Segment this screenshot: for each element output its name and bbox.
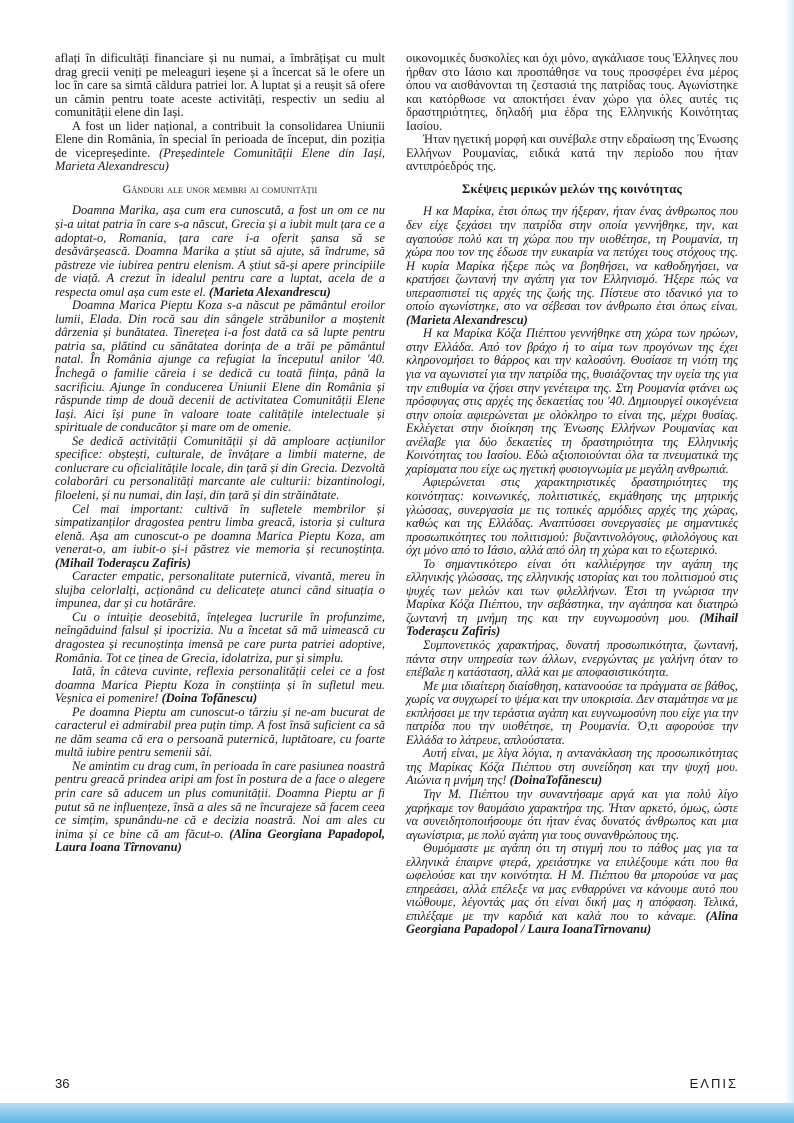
magazine-name: ΕΛΠΙΣ [689, 1076, 738, 1091]
section-heading: Σκέψεις μερικών μελών της κοινότητας [462, 181, 682, 196]
quote [406, 558, 738, 639]
quote: Την Μ. Πιέπτου την συναντήσαμε αργά και για πολύ λίγο χαρήκαμε τον θαυμάσιο χαρακτήρα της. Ήταν αρκετό, όμως, ώστε να συνειδητοποιήσουμε ότι ήταν ένας δυνατός άνθρωπος και μια αγωνίστρια, με πολύ αγάπη για τους συνανθρώπους της. [406, 786, 738, 842]
quote-author: (Alina Georgiana Papadopol, Laura Ioana Tîrnovanu) [55, 826, 385, 855]
quote-author: (DoinaTofănescu) [509, 773, 603, 788]
quote-text: Ne amintim cu drag cum, în perioada în care pasiunea noastră pentru greacă prindea aripi am fost în postura de a face o alegere prin care să aducem un plus comunității. Doamna Pieptu ar fi putut să ne influențeze, însă a ales să ne încurajeze să facem ceea ce simțim, spunându-ne că e decizia noastră. Noi am ales cu inima și ce bine că am făcut-o. [55, 758, 385, 841]
left-column-romanian [55, 52, 385, 855]
quote [406, 747, 738, 788]
quote-author: (Doina Tofănescu) [161, 691, 258, 706]
quote-author: (Mihail Toderașcu Zafiris) [55, 555, 191, 570]
quote: Συμπονετικός χαρακτήρας, δυνατή προσωπικότητα, ζωντανή, πάντα στην υπηρεσία των άλλων, ενεργώντας με γαλήνη όταν το επέβαλε η κατάσταση, αλλά και με αποφασιστικότητα. [406, 637, 738, 680]
quote-text: Doamna Marika, așa cum era cunoscută, a fost un om ce nu și-a uitat patria în care s-a născut, Grecia și a iubit mult țara ce a adoptat-o, Romania, țara care i-a oferit șansa să se desăvârșească. Doamna Marika a știut să ajute, să îndrume, să păstreze vie iubirea pentru elenism. A știut să-și apere principiile de viață. A crezut în idealul pentru care a luptat, acela de a respecta omul așa cum este el. [55, 203, 385, 299]
quote [406, 842, 738, 937]
quote [55, 204, 385, 299]
quote-text: Η κα Μαρίκα, έτσι όπως την ήξεραν, ήταν ένας άνθρωπος που δεν είχε ξεχάσει την πατρίδα στην οποία γεννήθηκε, την, και αγαπούσε πολύ και τη χώρα που την υιοθέτησε, τη Ρουμανία, τη χώρα που τον της έδωσε την ευκαιρία να πετύχει τους στόχους της. Η κυρία Μαρίκα ήξερε πώς να βοηθήσει, να καθοδηγήσει, να κρατήσει ζωντανή την αγάπη για τον Ελληνισμό. Ήξερε πώς να υπερασπιστεί τις αρχές της ζωής της. Πίστευε στο ιδανικό για το οποίο αγωνίστηκε, στο να σέβεσαι τον άνθρωπο έτσι όπως είναι. [406, 204, 738, 314]
quote [55, 665, 385, 706]
quote-text: Cel mai important: cultivă în sufletele membrilor și simpatizanților dragostea pentru limba greacă, istoria și cultura elenă. Așa am cunoscut-o pe doamna Marica Pieptu Koza, am venerat-o, am iubit-o și-i păstrez vie memoria și recunoștința. [55, 501, 385, 557]
quote-author: (Marieta Alexandrescu) [209, 284, 331, 299]
quote-author: (Marieta Alexandrescu) [406, 312, 528, 327]
quote [406, 205, 738, 327]
quote [55, 503, 385, 571]
page-number: 36 [55, 1076, 70, 1091]
quote-text: Θυμόμαστε με αγάπη ότι τη στιγμή που το πάθος μας για τα ελληνικά έπαιρνε φτερά, χρειάστηκε να επιλέξουμε κάτι που θα ωφελούσε και την κοινότητα. Η Μ. Πιέπτου θα μπορούσε να μας επηρεάσει, αλλά επέλεξε να μας ενθαρρύνει να κάνουμε αυτό που νιώθουμε, λέγοντάς μας ότι είναι δική μας η απόφαση. Τελικά, επιλέξαμε με την καρδιά και καλά που το κάναμε. [406, 841, 738, 923]
right-column-greek [406, 52, 738, 937]
paragraph [55, 120, 385, 174]
quote: Caracter empatic, personalitate puternică, vivantă, mereu în slujba celorlalți, acționând cu delicatețe atunci când situația o impunea, dar și cu hotărâre. [55, 569, 385, 611]
quote: Doamna Marica Pieptu Koza s-a născut pe pământul eroilor lumii, Elada. Din rocă sau din sângele străbunilor a moștenit dârzenia și bunătatea. Tinerețea i-a fost dată ca să lupte pentru patria sa, plătind cu sănătatea dorința de a trăi pe pământul natal. În România ajunge ca refugiat la începutul anilor '40. Închegă o familie căreia i se dedică cu toată ființa, până la sacrificiu. Ajunge în conducerea Uniunii Elene din România și răspunde timp de două decenii de activitatea Comunității Elene Iași. Aici își pune în valoare toate calitățile intelectuale și spirituale de conducător și mare om de omenie. [55, 298, 385, 435]
quote: Η κα Μαρίκα Κόζα Πιέπτου γεννήθηκε στη χώρα των ηρώων, στην Ελλάδα. Από τον βράχο ή το αίμα των προγόνων της έχει κληρονομήσει το θάρρος και την καλοσύνη. Θυσίασε τη νιότη της για να αγωνιστεί για την πατρίδα της, θυσιάζοντας την υγεία της για την επιθυμία να ζήσει στην γενέτειρα της. Στη Ρουμανία φτάνει ως πρόσφυγας στις αρχές της δεκαετίας του '40. Δημιουργεί οικογένεια στην οποία αφιερώνεται με ολόκληρο το είναι της, μέχρι θυσίας. Εκλέγεται στην διοίκηση της Ένωσης Ελλήνων Ρουμανίας και ανέλαβε για δύο δεκαετίες τη δραστηριότητα της Ελληνικής Κοινότητας του Ιασίου. Εδώ αξιοποιούνται όλα τα πνευματικά της χαρίσματα που είχε ως ηγετική φυσιογνωμία με μεγάλη ανθρωπιά. [406, 326, 738, 476]
quote-author: (Alina Georgiana Papadopol / Laura IoanaTîrnovanu) [406, 908, 738, 937]
decorative-edge [784, 0, 794, 1123]
source-attribution: (Președintele Comunității Elene din Iași, Marieta Alexandrescu) [55, 145, 385, 174]
quote-text: Iată, în câteva cuvinte, reflexia personalității celei ce a fost doamna Marica Pieptu Koza în conștiința și în sufletul meu. Veșnica ei pomenire! [55, 664, 385, 706]
quote-text: Το σημαντικότερο είναι ότι καλλιέργησε την αγάπη της ελληνικής γλώσσας, της ελληνικής ιστορίας και του πολιτισμού στις ψυχές των μελών και των φιλελλήνων. Έτσι τη γνώρισα την Μαρίκα Κόζα Πιέπτου, την σεβάστηκα, την αγάπησα και διατηρώ ζωντανή τη μνήμη της και την ευγνωμοσύνη μου. [406, 556, 738, 625]
quote-author: (Mihail Toderașcu Zafiris) [406, 610, 738, 639]
paragraph-text: A fost un lider național, a contribuit la consolidarea Uniunii Elene din România, în special în perioada de început, din poziția de vicepreședinte. [55, 118, 385, 160]
quote: Αφιερώνεται στις χαρακτηριστικές δραστηριότητες της κοινότητας: κοινωνικές, πολιτιστικές, εκμάθησης της μητρικής γλώσσας, συνεργασία με τις τοπικές αρμόδιες αρχές της χώρας, καθώς και της Ελλάδας. Αναπτύσσει συνεργασίες με σημαντικές προσωπικότητες του πολιτισμού: βυζαντινολόγους, φιλολόγους και όχι μόνο από το Ιάσιο, αλλά από όλη τη χώρα και το εξωτερικό. [406, 475, 738, 558]
footer-accent-bar [0, 1103, 794, 1123]
quote: Se dedică activității Comunității și dă amploare acțiunilor specifice: obștești, culturale, de învățare a limbii materne, de conlucrare cu oficialitățile locale, din țară și din Grecia. Dezvoltă colaborări cu personalități marcante ale culturii: bizantinologi, filoeleni, și nu numai, din Iași, din țară și din străinătate. [55, 433, 385, 502]
paragraph: οικονομικές δυσκολίες και όχι μόνο, αγκάλιασε τους Έλληνες που ήρθαν στο Ιάσιο και προσπάθησε να τους προσφέρει ένα μέρος όπου να αισθάνονται τη ζεστασιά της πατρίδας τους. Αγωνίστηκε και κατόρθωσε να αποκτήσει έναν χώρο για όλες αυτές τις δραστηριότητες, δηλαδή μια έδρα της Ελληνικής Κοινότητας Ιασίου. [406, 51, 738, 133]
quote [55, 760, 385, 855]
quote: Cu o intuiție deosebită, înțelegea lucrurile în profunzime, neîngăduind falsul și ipocrizia. Nu a încetat să mă uimească cu dragostea și recunoștința imensă pe care purta patriei adoptive, România. Tot ce ținea de Grecia, idolatriza, pur și simplu. [55, 609, 385, 665]
quote-text: Αυτή είναι, με λίγα λόγια, η αντανάκλαση της προσωπικότητας της Μαρίκας Κόζα Πιέπτου στη συνείδηση και την ψυχή μου. Αιώνια η μνήμη της! [406, 746, 738, 788]
section-heading: Gânduri ale unor membri ai comunității [122, 181, 318, 196]
paragraph: Ήταν ηγετική μορφή και συνέβαλε στην εδραίωση της Ένωσης Ελλήνων Ρουμανίας, ειδικά κατά την περίοδο που ήταν αντιπρόεδρός της. [406, 132, 738, 174]
paragraph: aflați în dificultăți financiare și nu numai, a îmbrățișat cu mult drag grecii veniți pe meleaguri ieșene și a încercat să le ofere un loc în care sa simtă căldura patriei lor. A luptat și a reușit să ofere un cămin pentru toate aceste activități, respectiv un sediu al comunității elene din Iași. [55, 51, 385, 120]
quote: Με μια ιδιαίτερη διαίσθηση, κατανοούσε τα πράγματα σε βάθος, χωρίς να συγχωρεί το ψέμα και την υποκρισία. Δεν σταμάτησε να με εκπλήσσει με την τεράστια αγάπη και ευγνωμοσύνη που είχε για την πατρίδα που την υιοθέτησε, τη Ρουμανία. Ό,τι αφορούσε την Ελλάδα το λάτρευε, απλούστατα. [406, 678, 738, 747]
quote: Pe doamna Pieptu am cunoscut-o târziu și ne-am bucurat de caracterul ei admirabil prea puțin timp. A fost însă suficient ca să ne dăm seama că era o persoană puternică, luptătoare, cu foarte multă iubire pentru semenii săi. [55, 704, 385, 760]
